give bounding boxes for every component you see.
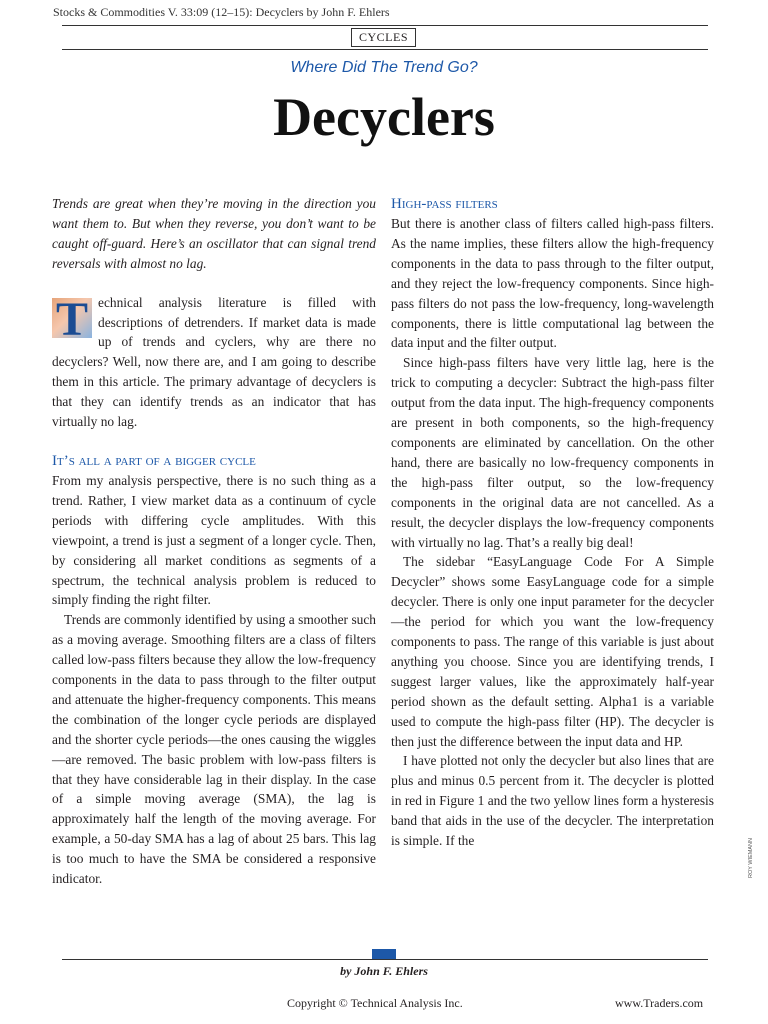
intro-paragraph [52, 293, 376, 432]
intro-text: echnical analysis literature is filled with descriptions of detrenders. If market data is made up of trends and cyclers, why are there no decyclers? Well, now there are, and I am going to describe them in this article. The primary advantage of decyclers is that they can identify trends as an indicator that has virtually no lag. [52, 294, 376, 430]
article-title: Decyclers [273, 87, 495, 147]
header-rule-bottom [62, 49, 708, 50]
left-column [52, 194, 376, 889]
running-head: Stocks & Commodities V. 33:09 (12–15): Decyclers by John F. Ehlers [53, 5, 390, 19]
header-rule-top [62, 25, 708, 26]
paragraph-6: I have plotted not only the decycler but also lines that are plus and minus 0.5 percent from it. The decycler is plotted in red in Figure 1 and the two yellow lines form a hysteresis band that aids in the use of the decycler. The interpretation is simple. If the [391, 753, 714, 849]
section-heading-1: It’s all a part of a bigger cycle [52, 452, 256, 469]
paragraph-5: The sidebar “EasyLanguage Code For A Simple Decycler” shows some EasyLanguage code for a simple decycler. There is only one input parameter for the decycler—the period for which you want the low-frequency components to pass. The range of this variable is just about anything you choose. Since you are identifying trends, I suggest larger values, like the approximately half-year period shown as the default setting. Alpha1 is a variable used to compute the high-pass filter (HP). The decycler is then just the difference between the input data and HP. [391, 554, 714, 749]
paragraph-3: But there is another class of filters called high-pass filters. As the name implies, these filters allow the high-frequency components in the data to pass through to the filter output, and they reject the low-frequency components. Since high-pass filters do not pass the low-frequency, long-wavelength components, there is little computational lag between the data input and the filter output. [391, 216, 714, 351]
paragraph-2: Trends are commonly identified by using a smoother such as a moving average. Smoothing filters are a class of filters called low-pass filters because they allow the low-frequency components in the data to pass through to the filter output and attenuate the higher-frequency components. This means the combination of the longer cycle periods are displayed and the shorter cycle periods—the ones causing the wiggles—are removed. The basic problem with low-pass filters is that they have considerable lag in their display. In the case of a simple moving average (SMA), the lag is approximately half the length of the moving average. For example, a 50-day SMA has a lag of about 25 bars. This lag is too much to have the SMA be considered a responsive indicator. [52, 612, 376, 887]
website-link[interactable] [615, 996, 703, 1011]
section-label: CYCLES [351, 28, 416, 47]
article-dek: Trends are great when they’re moving in the direction you want them to. But when they reverse, you don’t want to be caught off-guard. Here’s an oscillator that can signal trend reversals with almost no lag. [52, 196, 376, 271]
section-heading-2: High-pass filters [391, 196, 498, 212]
photo-credit: ROY WIEMANN [748, 838, 754, 878]
right-column [391, 194, 714, 851]
paragraph-4: Since high-pass filters have very little lag, here is the trick to computing a decycler: Subtract the high-pass filter output from the data input. The high-frequency components are present in both components, so the high-frequency components are eliminated by cancellation. On the other hand, there are basically no low-frequency components in the high-pass filter output, so the low-frequency components in the original data are not cancelled. As a result, the decycler displays the low-frequency components with virtually no lag. That’s a really big deal! [391, 355, 714, 550]
paragraph-1: From my analysis perspective, there is no such thing as a trend. Rather, I view market data as a continuum of cycle periods with differing cycle amplitudes. With this viewpoint, a trend is just a segment of a longer cycle. Then, by considering all market conditions as segments of a spectrum, the technical analysis problem is reduced to simply finding the right filter. [52, 472, 376, 608]
article-kicker: Where Did The Trend Go? [290, 59, 478, 76]
website-text: www.Traders.com [615, 996, 704, 1010]
dropcap: T [52, 298, 92, 338]
author-byline: by John F. Ehlers [340, 964, 428, 978]
copyright-notice: Copyright © Technical Analysis Inc. [287, 996, 463, 1010]
footer-rule [62, 959, 708, 960]
